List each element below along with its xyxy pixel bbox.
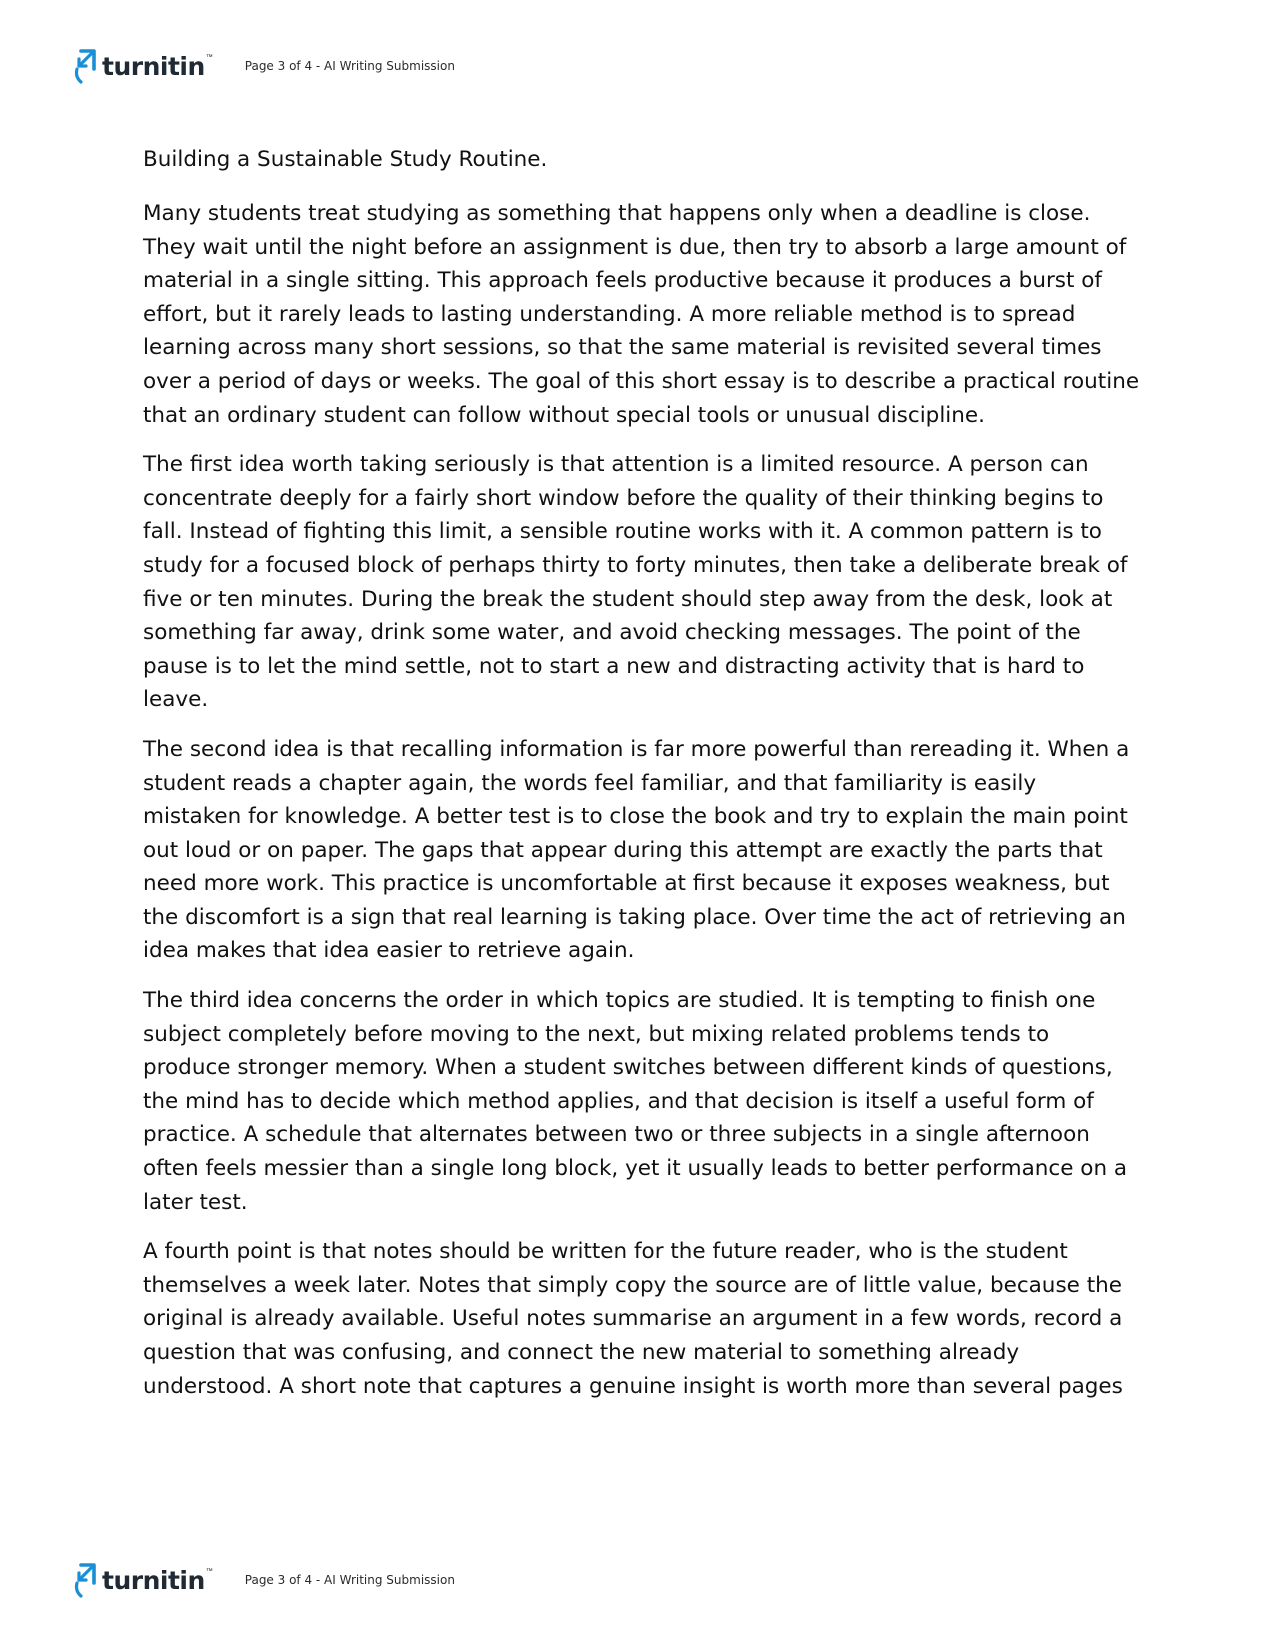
document-title: Building a Sustainable Study Routine. <box>143 147 548 172</box>
turnitin-logo-icon <box>73 47 99 85</box>
paragraph-5 <box>143 1235 1143 1403</box>
text-line: that an ordinary student can follow without special tools or unusual discipline. <box>143 402 985 428</box>
text-line: produce stronger memory. When a student switches between different kinds of questions, <box>143 1055 1113 1081</box>
document-body <box>143 148 1143 1419</box>
text-line: idea makes that idea easier to retrieve again. <box>143 938 635 964</box>
ai-highlight <box>143 1235 1143 1403</box>
text-line: later test. <box>143 1189 248 1215</box>
text-line: learning across many short sessions, so that the same material is revisited several times <box>143 335 1102 361</box>
ai-highlight <box>143 448 1143 717</box>
text-line: the discomfort is a sign that real learning is taking place. Over time the act of retrieving an <box>143 904 1126 930</box>
text-line: leave. <box>143 687 209 713</box>
text-line: subject completely before moving to the next, but mixing related problems tends to <box>143 1021 1050 1047</box>
brand-name: turnitin <box>102 51 205 81</box>
ai-highlight <box>143 733 1143 968</box>
ai-highlight <box>143 197 1143 432</box>
paragraph-4 <box>143 984 1143 1219</box>
text-line: material in a single sitting. This approach feels productive because it produces a burst of <box>143 268 1102 294</box>
text-line: practice. A schedule that alternates between two or three subjects in a single afternoon <box>143 1122 1090 1148</box>
paragraph-1 <box>143 197 1143 432</box>
text-line: Many students treat studying as something that happens only when a deadline is close. <box>143 201 1091 226</box>
brand-trademark: ™ <box>205 1568 213 1575</box>
text-line: fall. Instead of fighting this limit, a sensible routine works with it. A common pattern is to <box>143 519 1102 545</box>
text-line: The first idea worth taking seriously is that attention is a limited resource. A person can <box>143 452 1089 478</box>
text-line: original is already available. Useful notes summarise an argument in a few words, record a <box>143 1306 1123 1332</box>
page-footer <box>73 1560 455 1600</box>
brand-trademark: ™ <box>205 54 213 61</box>
page-label: Page 3 of 4 - AI Writing Submission <box>244 59 455 73</box>
text-line: question that was confusing, and connect the new material to something already <box>143 1340 1020 1365</box>
text-line: understood. A short note that captures a genuine insight is worth more than several pages <box>143 1373 1123 1399</box>
ai-highlight <box>143 984 1143 1219</box>
text-line: They wait until the night before an assignment is due, then try to absorb a large amount of <box>143 234 1127 260</box>
brand-name: turnitin <box>102 1565 205 1595</box>
page-label: Page 3 of 4 - AI Writing Submission <box>244 1573 455 1587</box>
text-line: something far away, drink some water, and avoid checking messages. The point of the <box>143 620 1081 646</box>
text-line: student reads a chapter again, the words feel familiar, and that familiarity is easily <box>143 770 1037 796</box>
page-header <box>73 46 455 86</box>
text-line: over a period of days or weeks. The goal of this short essay is to describe a practical routine <box>143 368 1140 394</box>
turnitin-logo-icon <box>73 1561 99 1599</box>
text-line: need more work. This practice is uncomfortable at first because it exposes weakness, but <box>143 871 1110 897</box>
text-line: A fourth point is that notes should be written for the future reader, who is the student <box>143 1239 1068 1265</box>
text-line: effort, but it rarely leads to lasting understanding. A more reliable method is to spread <box>143 301 1076 327</box>
brand-logo <box>73 46 213 86</box>
text-line: The second idea is that recalling information is far more powerful than rereading it. When a <box>143 736 1130 762</box>
text-line: study for a focused block of perhaps thirty to forty minutes, then take a deliberate break of <box>143 552 1128 578</box>
text-line: themselves a week later. Notes that simply copy the source are of little value, because the <box>143 1272 1122 1298</box>
text-line: five or ten minutes. During the break the student should step away from the desk, look at <box>143 586 1113 612</box>
text-line: mistaken for knowledge. A better test is to close the book and try to explain the main point <box>143 804 1128 830</box>
text-line: the mind has to decide which method applies, and that decision is itself a useful form of <box>143 1088 1094 1114</box>
text-line: pause is to let the mind settle, not to start a new and distracting activity that is hard to <box>143 653 1085 679</box>
paragraph-2 <box>143 448 1143 717</box>
text-line: often feels messier than a single long block, yet it usually leads to better performance on a <box>143 1156 1128 1182</box>
text-line: concentrate deeply for a fairly short window before the quality of their thinking begins to <box>143 485 1104 511</box>
text-line: out loud or on paper. The gaps that appear during this attempt are exactly the parts that <box>143 837 1103 863</box>
text-line: The third idea concerns the order in which topics are studied. It is tempting to finish one <box>143 988 1096 1014</box>
brand-logo <box>73 1560 213 1600</box>
paragraph-3 <box>143 733 1143 968</box>
